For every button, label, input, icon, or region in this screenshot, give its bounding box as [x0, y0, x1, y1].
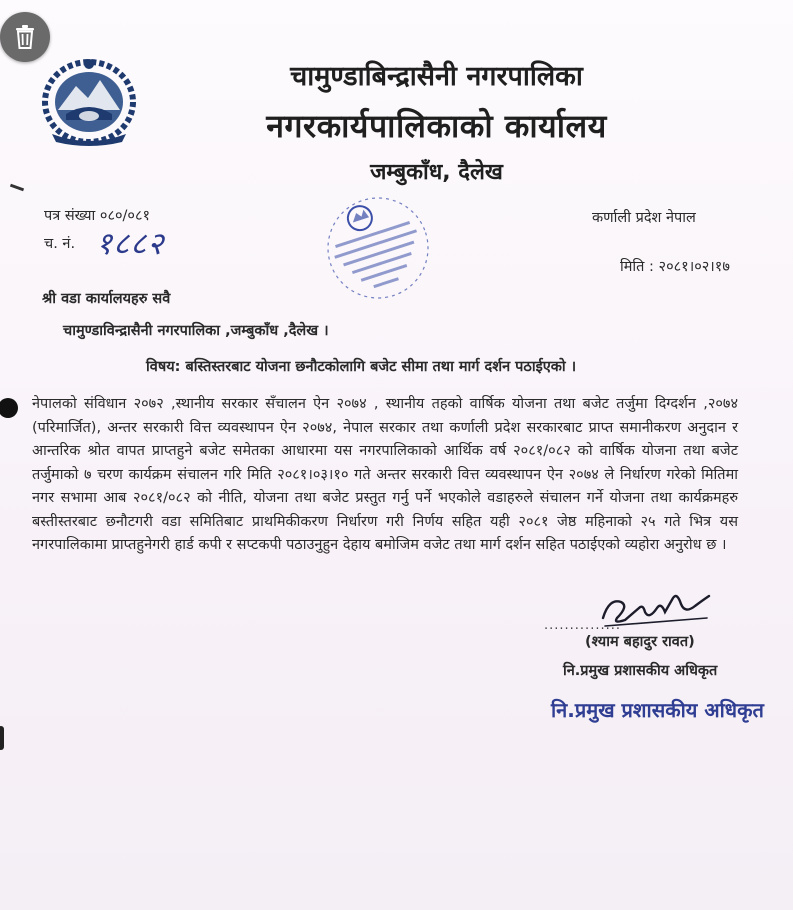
letter-body: नेपालको संविधान २०७२ ,स्थानीय सरकार सँचालन ऐन २०७४ , स्थानीय तहको वार्षिक योजना तथा बजेट तर्जुमा दिग्दर्शन ,२०७४ (परिमार्जित), अन्तर सरकारी वित्त व्यवस्थापन ऐन २०७४, नेपाल सरकार तथा कर्णाली प्रदेश सरकारबाट प्राप्त समानीकरण अनुदान र आन्तरिक श्रोत वापत प्राप्तहुने बजेट समेतका आधारमा यस नगरपालिकाको आर्थिक वर्ष २०८१/०८२ को वार्षिक योजना तथा बजेट तर्जुमाको ७ चरण कार्यक्रम संचालन गरि मिति २०८१।०३।१० गते अन्तर सरकारी वित्त व्यवस्थापन ऐन २०७४ ले निर्धारण गरेको मितिमा नगर सभामा आब २०८१/०८२ को नीति, योजना तथा बजेट प्रस्तुत गर्नु पर्ने भएकोले वडाहरुले संचालन गर्ने योजना तथा कार्यक्रमहरु बस्तीस्तरबाट छनौटगरी वडा समितिबाट प्राथमिकीकरण निर्धारण गरी निर्णय सहित यही २०८१ जेष्ठ महिनाको २५ गते भित्र यस नगरपालिकामा प्राप्तहुनेगरी हार्ड कपी र सप्टकपी पठाउनुहुन देहाय बमोजिम वजेट तथा मार्ग दर्शन सहित पठाईएको व्यहोरा अनुरोध छ ।	[32, 396, 738, 553]
official-seal-icon	[316, 186, 440, 310]
signatory-title: नि.प्रमुख प्रशासकीय अधिकृत	[563, 663, 718, 679]
designation-stamp: नि.प्रमुख प्रशासकीय अधिकृत	[551, 698, 764, 722]
punch-hole	[0, 398, 18, 418]
reference-number: पत्र संख्या ०८०/०८१	[44, 208, 151, 224]
punch-hole-edge	[0, 726, 4, 750]
trash-icon	[13, 24, 37, 50]
municipality-name: चामुण्डाबिन्द्रासैनी नगरपालिका	[290, 61, 583, 92]
signature-dots: ...............	[544, 618, 621, 633]
subject-line: विषय: बस्तिस्तरबाट योजना छनौटकोलागि बजेट सीमा तथा मार्ग दर्शन पठाईएको ।	[146, 359, 577, 375]
recipient-address: चामुण्डाविन्द्रासैनी नगरपालिका ,जम्बुकाँध ,दैलेख ।	[63, 323, 329, 339]
dispatch-number: १८८२	[96, 226, 165, 262]
dispatch-number-label: च. नं.	[44, 236, 76, 252]
letter-date: मिति : २०८१।०२।१७	[620, 259, 730, 275]
recipient-line: श्री वडा कार्यालयहरु सवै	[42, 291, 171, 307]
margin-mark	[10, 184, 24, 192]
signatory-name: (श्याम बहादुर रावत)	[585, 634, 695, 650]
province-label: कर्णाली प्रदेश नेपाल	[592, 210, 696, 226]
office-location: जम्बुकाँध, दैलेख	[370, 160, 503, 185]
office-name: नगरकार्यपालिकाको कार्यालय	[266, 107, 607, 145]
